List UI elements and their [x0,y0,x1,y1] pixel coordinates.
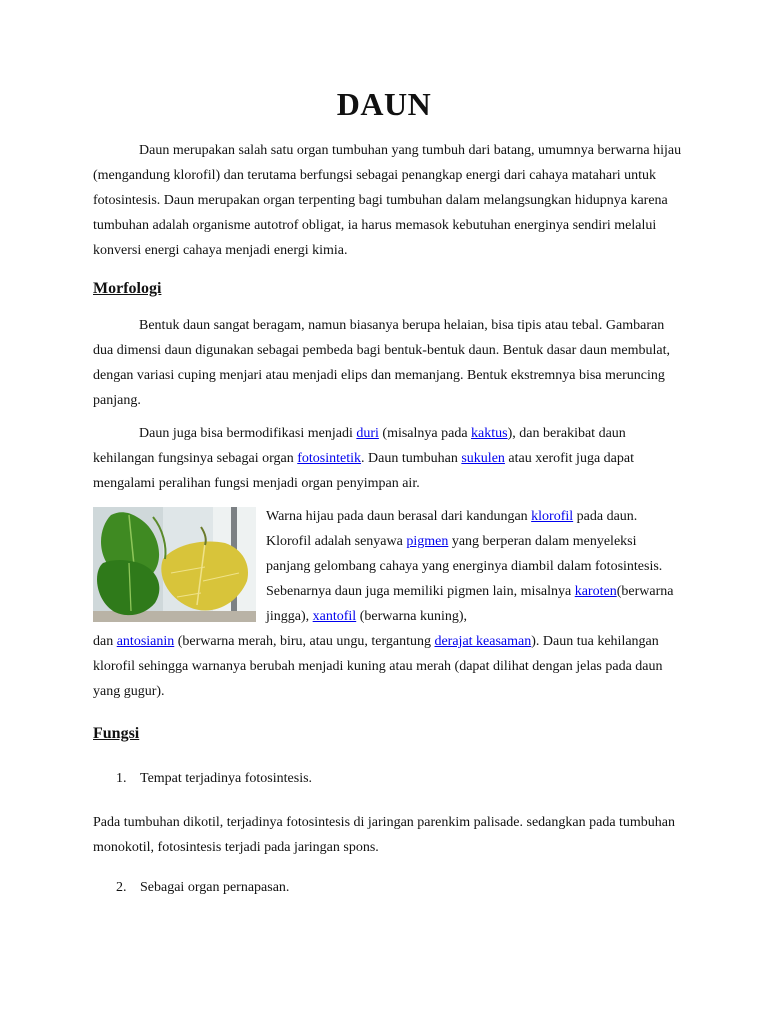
list-item-1 [116,771,312,787]
list-number: 2. [116,880,127,895]
text-segment: Warna hijau pada daun berasal dari kandungan [266,509,532,524]
link-antosianin[interactable]: antosianin [116,634,175,649]
link-kaktus[interactable]: kaktus [471,426,508,441]
fungsi-heading: Fungsi [93,725,140,742]
link-sukulen[interactable]: sukulen [461,451,505,466]
figure-spacer [93,504,266,628]
text-segment: pada daun. Klorofil adalah senyawa [266,509,638,549]
text-segment: ). Daun tua kehilangan klorofil sehingga warnanya berubah menjadi kuning atau merah (dapat dilihat dengan jelas pada daun yang gugur). [93,634,663,699]
link-karoten[interactable]: karoten [574,584,617,599]
list-item-label: Tempat terjadinya fotosintesis. [140,771,313,786]
text-segment: . Daun tumbuhan [361,451,462,466]
link-derajat-keasaman[interactable]: derajat keasaman [434,634,532,649]
list-number: 1. [116,771,127,786]
list-item-2 [116,880,289,896]
intro-paragraph: Daun merupakan salah satu organ tumbuhan yang tumbuh dari batang, umumnya berwarna hijau (mengandung klorofil) dan terutama berfungsi sebagai penangkap energi dari cahaya matahari untuk fotosintesis. Daun merupakan organ terpenting bagi tumbuhan dalam melangsungkan hidupnya karena tumbuhan adalah organisme autotrof obligat, ia harus memasok kebutuhan energinya sendiri melalui konversi energi cahaya menjadi energi kimia. [93,143,682,258]
link-fotosintetik[interactable]: fotosintetik [297,451,362,466]
text-segment: ), dan berakibat daun kehilangan fungsinya sebagai organ [93,426,626,466]
link-xantofil[interactable]: xantofil [312,609,357,624]
morfologi-paragraph-1: Bentuk daun sangat beragam, namun biasanya berupa helaian, bisa tipis atau tebal. Gambaran dua dimensi daun digunakan sebagai pembeda bagi bentuk-bentuk daun. Bentuk dasar daun membulat, dengan variasi cuping menjari atau menjadi elips dan memanjang. Bentuk ekstremnya bisa meruncing panjang. [93,318,670,408]
text-segment: (berwarna kuning), [356,609,467,624]
text-segment: dan [93,634,117,649]
link-klorofil[interactable]: klorofil [531,509,574,524]
text-segment: yang berperan dalam menyeleksi panjang gelombang cahaya yang energinya diambil dalam fotosintesis. Sebenarnya daun juga memiliki pigmen lain, misalnya [266,534,663,599]
page-title: DAUN [336,86,432,122]
text-segment: atau xerofit juga dapat mengalami peralihan fungsi menjadi organ penyimpan air. [93,451,634,491]
text-segment: (berwarna merah, biru, atau ungu, tergantung [174,634,435,649]
fungsi-paragraph-1: Pada tumbuhan dikotil, terjadinya fotosintesis di jaringan parenkim palisade. sedangkan pada tumbuhan monokotil, fotosintesis terjadi pada jaringan spons. [93,815,676,855]
text-segment: (misalnya pada [378,426,472,441]
text-segment: Daun juga bisa bermodifikasi menjadi [139,426,357,441]
link-duri[interactable]: duri [356,426,379,441]
morfologi-paragraph-3 [93,504,683,704]
text-segment: (berwarna jingga), [266,584,674,624]
morfologi-paragraph-2 [93,421,683,496]
morfologi-heading: Morfologi [93,280,162,297]
list-item-label: Sebagai organ pernapasan. [140,880,290,895]
link-pigmen[interactable]: pigmen [406,534,449,549]
